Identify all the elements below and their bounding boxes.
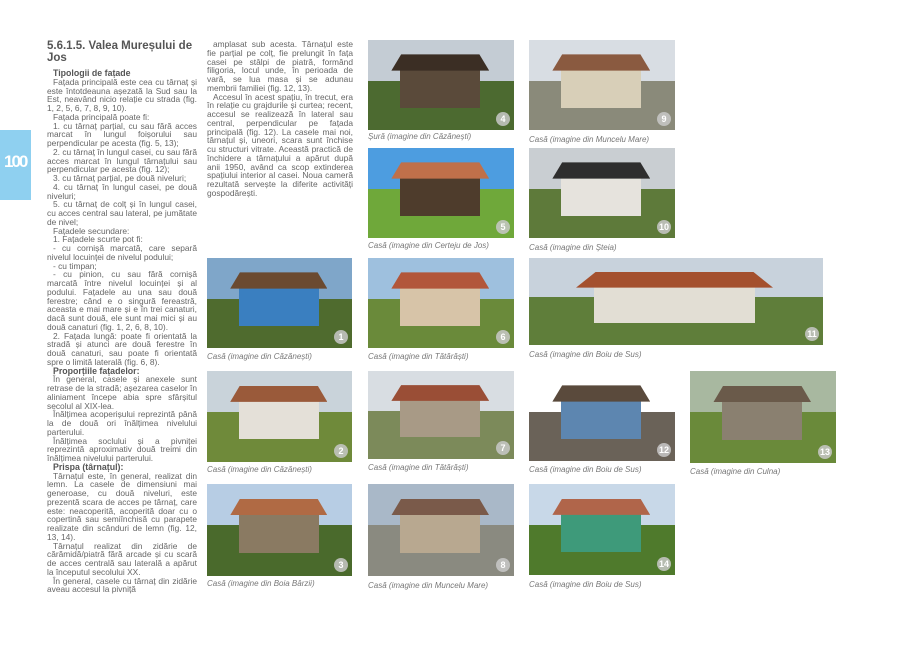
left-text-column [47, 69, 197, 594]
figure-number: 9 [657, 112, 671, 126]
figure-photo-3 [207, 484, 352, 576]
paragraph: 1. Fațadele scurte pot fi: [53, 234, 143, 245]
figure-photo-12 [529, 371, 675, 461]
subheading: Proporțiile fațadelor: [53, 365, 140, 376]
figure-number: 3 [334, 558, 348, 572]
paragraph: Fațada principală poate fi: [53, 111, 150, 122]
figure-photo-11 [529, 258, 823, 345]
paragraph: Accesul în acest spațiu, în trecut, era în relație cu grajdurile și curtea; recent, accesul se realizează în lateral sau central, perpendicular pe fațada principală (fig. 12). La casele mai noi, târnațul și, uneori, scara sunt închise cu structuri vitrate. Această practică de închidere a târnațului a apărut după anii 1950, având ca scop extinderea spațiului interior al casei. Noua cameră rezultată servește la diferite activități gospodărești. [207, 91, 353, 198]
figure-number: 5 [496, 220, 510, 234]
figure-number: 14 [658, 559, 669, 569]
paragraph: - cu cornișă marcată, care separă nivelul locuinței de nivelul podului; [47, 243, 197, 262]
figure-photo-14 [529, 484, 675, 575]
figure-caption: Șură (imagine din Căzănești) [368, 132, 472, 141]
figure-number: 2 [334, 444, 348, 458]
subheading: Tipologii de fațade [53, 68, 131, 78]
right-text-column [207, 40, 353, 198]
paragraph: Fațada principală este cea cu târnaț și este întotdeauna așezată la Sud sau la Est, neavând nicio relație cu strada (fig. 1, 2, 5, 6, 7, 8, 9, 10). [47, 76, 197, 113]
figure-photo-2 [207, 371, 352, 462]
figure-caption: Casă (imagine din Certeju de Jos) [368, 241, 489, 250]
figure-caption: Casă (imagine din Boiu de Sus) [529, 580, 642, 589]
figure-number: 11 [805, 327, 819, 341]
page-number: 100 [4, 152, 27, 171]
figure-caption: Casă (imagine din Șteia) [529, 243, 617, 252]
paragraph: 2. cu târnaț în lungul casei, cu sau fără acces marcat în lungul târnațului sau perpendicular pe acesta (fig. 12); [47, 146, 197, 175]
figure-photo-4 [368, 40, 514, 130]
figure-caption: Casă (imagine din Tătărăști) [368, 463, 469, 472]
paragraph: 2. Fațada lungă: poate fi orientată la stradă și atunci are două ferestre în două canaturi, sau poate fi orientată spre o limită laterală (fig. 6, 8). [47, 330, 197, 367]
figure-number: 13 [819, 447, 830, 457]
figure-photo-13 [690, 371, 836, 463]
paragraph: 5. cu târnaț de colț și în lungul casei, cu acces central sau lateral, pe jumătate de nivel; [47, 199, 197, 227]
figure-number: 4 [496, 112, 510, 126]
figure-number: 7 [496, 441, 510, 455]
figure-number: 8 [496, 558, 510, 572]
section-title: 5.6.1.5. Valea Mureșului de Jos [47, 40, 193, 64]
figure-photo-10 [529, 148, 675, 238]
figure-caption: Casă (imagine din Tătărăști) [368, 352, 469, 361]
figure-photo-7 [368, 371, 514, 459]
paragraph: Târnațul realizat din zidărie de cărămidă/piatră fără arcade și cu scară de acces centrală sau laterală a apărut la începutul secolului XX. [47, 540, 197, 577]
paragraph: Înălțimea soclului și a pivniței reprezintă aproximativ două treimi din înălțimea nivelului parterului. [47, 435, 197, 463]
figure-photo-8 [368, 484, 514, 576]
figure-photo-6 [368, 258, 514, 348]
paragraph: 1. cu târnaț parțial, cu sau fără acces marcat în lungul foișorului sau perpendicular pe acesta (fig. 5, 13); [47, 120, 197, 148]
paragraph: Fațadele secundare: [53, 225, 130, 236]
figure-caption: Casă (imagine din Boia Bârzii) [207, 579, 315, 588]
figure-photo-9 [529, 40, 675, 130]
figure-number: 12 [658, 445, 669, 455]
paragraph: - cu timpan; [53, 260, 97, 271]
paragraph: - cu pinion, cu sau fără cornișă marcată între nivelul locuinței și al podului. Fațadele au una sau două ferestre; când e o singură fereastră, aceasta e mai mare și e în trei canaturi, dacă sunt două, ele sunt mai mici și au două canaturi (fig. 1, 2, 6, 8, 10). [47, 269, 197, 332]
paragraph: Înălțimea acoperișului reprezintă până la de două ori înălțimea nivelului parterului. [47, 409, 197, 437]
figure-caption: Casă (imagine din Culna) [690, 467, 781, 476]
paragraph: În general, casele și anexele sunt retrase de la stradă; așezarea caselor în aliniament începe abia spre sfârșitul secolul al XIX-lea. [47, 374, 197, 411]
figure-photo-5 [368, 148, 514, 238]
figure-caption: Casă (imagine din Muncelu Mare) [529, 135, 650, 144]
subheading: Prispa (târnațul): [53, 461, 124, 472]
figure-caption: Casă (imagine din Căzănești) [207, 352, 312, 361]
paragraph: În general, casele cu târnaț din zidărie aveau accesul la pivniță [47, 575, 197, 595]
paragraph: 4. cu târnaț în lungul casei, pe două niveluri; [47, 181, 197, 201]
figure-number: 6 [496, 330, 510, 344]
figure-caption: Casă (imagine din Boiu de Sus) [529, 465, 642, 474]
figure-caption: Casă (imagine din Boiu de Sus) [529, 350, 642, 359]
figure-caption: Casă (imagine din Muncelu Mare) [368, 581, 489, 590]
paragraph: Târnațul este, în general, realizat din lemn. La casele de dimensiuni mai generoase, cu două niveluri, este prezentă scara de acces pe târnaț, care este: neacoperită, acoperită doar cu o copertină sau semiînchisă cu parapete realizate din scânduri de lemn (fig. 12, 13, 14). [47, 470, 197, 542]
paragraph: 3. cu târnaț parțial, pe două niveluri; [53, 173, 187, 183]
paragraph: amplasat sub acesta. Târnațul este fie parțial pe colț, fie prelungit în fața casei pe stâlpi de piatră, formând filigoria, locul unde, în perioada de vară, se lua masa și se adunau membrii familiei (fig. 12, 13). [207, 39, 353, 93]
figure-caption: Casă (imagine din Căzănești) [207, 465, 312, 474]
figure-number: 1 [334, 330, 348, 344]
page-number-tab [0, 130, 31, 200]
figure-number: 10 [658, 222, 669, 232]
figure-photo-1 [207, 258, 352, 348]
